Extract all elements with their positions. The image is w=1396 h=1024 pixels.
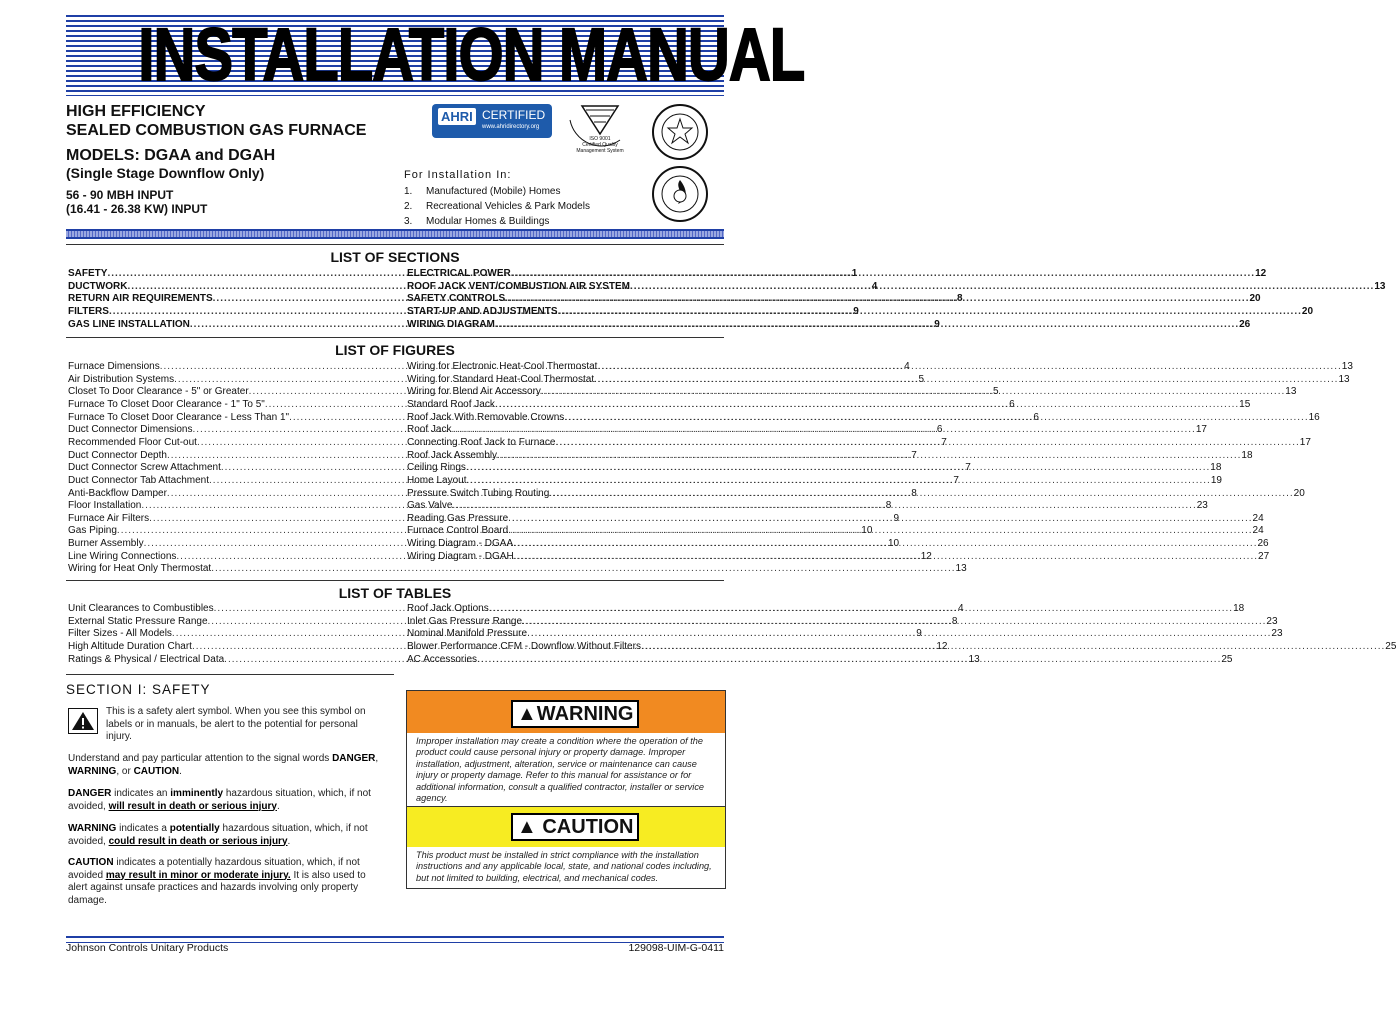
models-subtitle: (Single Stage Downflow Only) <box>66 165 265 181</box>
toc-leader-dots <box>555 437 1299 450</box>
toc-page-number: 25 <box>1221 653 1233 665</box>
footer-company: Johnson Controls Unitary Products <box>66 942 229 954</box>
install-heading: For Installation In: <box>404 169 512 181</box>
flame-seal-icon <box>654 168 706 220</box>
toc-page-number: 13 <box>968 653 980 665</box>
alert-symbol-description: This is a safety alert symbol. When you see this symbol on labels or in manuals, be alert to the potential for personal injury. <box>106 706 366 742</box>
toc-entry-label: DUCTWORK <box>68 280 128 292</box>
toc-entry-label: Recommended Floor Cut-out <box>68 436 197 448</box>
ahri-logo-text: AHRI <box>438 108 476 125</box>
toc-leader-dots <box>549 488 1293 501</box>
toc-page-number: 25 <box>1385 640 1396 652</box>
iso-text-3: Management System <box>576 148 624 154</box>
toc-page-number: 20 <box>1301 305 1314 317</box>
toc-row <box>407 512 1264 526</box>
toc-row <box>407 411 1320 425</box>
iso-text-1: ISO 9001 <box>589 136 611 142</box>
toc-leader-dots <box>558 306 1302 319</box>
toc-row <box>407 361 1353 374</box>
toc-leader-dots <box>514 551 1258 564</box>
toc-entry-label: Floor Installation <box>68 500 142 512</box>
install-item: 2. Recreational Vehicles & Park Models <box>404 201 590 212</box>
toc-page-number: 15 <box>1239 398 1251 410</box>
footer-doc-number: 129098-UIM-G-0411 <box>628 942 724 954</box>
toc-entry-label: Connecting Roof Jack to Furnace <box>407 436 556 448</box>
install-item: 1. Manufactured (Mobile) Homes <box>404 186 561 197</box>
toc-page-number: 8 <box>956 293 963 305</box>
toc-entry-label: Duct Connector Screw Attachment <box>68 462 221 474</box>
toc-entry-label: Wiring Diagram - DGAA <box>407 538 514 550</box>
toc-row <box>407 500 1208 513</box>
toc-page-number: 10 <box>861 525 873 537</box>
toc-entry-label: Roof Jack <box>407 424 452 436</box>
toc-entry-label: Wiring for Standard Heat-Cool Thermostat <box>407 373 595 385</box>
toc-entry-label: Furnace To Closet Door Clearance - Less Than 1" <box>68 411 290 423</box>
toc-page-number: 7 <box>941 436 947 448</box>
list-of-figures-title: LIST OF FIGURES <box>66 337 724 358</box>
toc-row <box>407 449 1253 463</box>
toc-entry-label: Line Wiring Connections <box>68 550 177 562</box>
toc-entry-label: Blower Performance CFM - Downflow Without Filters <box>407 640 641 652</box>
caution-text: This product must be installed in strict compliance with the installation instructions and any applicable local, state, and national codes including, but not limited to building, electrical, and mechanical codes. <box>416 850 712 883</box>
input-rating-1: 56 - 90 MBH INPUT <box>66 188 174 202</box>
toc-entry-label: Wiring for Blend Air Accessory <box>407 386 541 398</box>
toc-entry-label: Gas Piping <box>68 525 117 537</box>
toc-page-number: 13 <box>1374 280 1386 292</box>
toc-page-number: 5 <box>918 373 925 385</box>
caution-sign <box>511 813 639 841</box>
toc-entry-label: Furnace Dimensions <box>68 361 160 372</box>
toc-row <box>407 474 1222 488</box>
toc-entry-label: Closet To Door Clearance - 5" or Greater <box>68 386 249 398</box>
toc-row <box>407 398 1251 412</box>
toc-entry-label: Standard Roof Jack <box>407 398 495 410</box>
toc-page-number: 10 <box>887 538 900 550</box>
toc-page-number: 12 <box>1255 268 1267 279</box>
ahri-certified-word: CERTIFIED <box>482 108 546 122</box>
toc-page-number: 19 <box>1210 474 1222 486</box>
warning-paragraph: WARNING indicates a potentially hazardous situation, which, if not avoided, could result in death or serious injury. <box>68 823 368 847</box>
toc-entry-label: Roof Jack Assembly <box>407 449 498 461</box>
product-line-1: HIGH EFFICIENCY <box>66 103 206 120</box>
csa-certified-seal <box>652 166 708 222</box>
toc-row <box>407 436 1311 450</box>
toc-entry-label: RETURN AIR REQUIREMENTS <box>68 293 213 305</box>
toc-entry-label: Ceiling Rings <box>407 462 466 474</box>
toc-leader-dots <box>489 603 1233 616</box>
toc-row <box>407 318 1251 332</box>
toc-page-number: 26 <box>1257 538 1269 550</box>
toc-entry-label: Furnace Air Filters <box>68 512 150 524</box>
toc-page-number: 23 <box>1271 628 1283 640</box>
toc-page-number: 6 <box>936 424 943 436</box>
warning-header <box>407 691 725 733</box>
toc-page-number: 6 <box>1009 398 1015 410</box>
toc-entry-label: Duct Connector Depth <box>68 449 167 461</box>
toc-page-number: 8 <box>911 487 917 499</box>
toc-page-number: 7 <box>953 474 959 486</box>
ahri-url: www.ahridirectory.org <box>482 124 540 130</box>
toc-leader-dots <box>513 538 1257 551</box>
toc-page-number: 12 <box>936 640 948 652</box>
toc-entry-label: Gas Valve <box>407 500 453 512</box>
caution-header <box>407 807 725 847</box>
toc-row <box>407 268 1267 281</box>
toc-entry-label: Wiring Diagram - DGAH <box>407 550 514 562</box>
toc-page-number: 9 <box>893 512 900 524</box>
toc-leader-dots <box>495 319 1239 332</box>
toc-entry-label: Air Distribution Systems <box>68 373 175 385</box>
toc-leader-dots <box>508 525 1252 538</box>
toc-page-number: 18 <box>1210 462 1222 474</box>
models-title: MODELS: DGAA and DGAH <box>66 147 276 164</box>
toc-page-number: 4 <box>871 280 878 292</box>
toc-entry-label: Furnace To Closet Door Clearance - 1" To 5" <box>68 398 265 410</box>
toc-leader-dots <box>594 374 1338 387</box>
toc-entry-label: AC Accessories <box>407 653 478 665</box>
toc-row <box>407 487 1305 501</box>
warning-sign <box>511 700 639 728</box>
input-rating-2: (16.41 - 26.38 KW) INPUT <box>66 202 208 216</box>
toc-page-number: 4 <box>904 361 910 372</box>
toc-page-number: 23 <box>1266 615 1278 627</box>
caution-box <box>406 806 726 889</box>
warning-label: WARNING <box>536 703 634 725</box>
toc-entry-label: SAFETY <box>68 268 108 279</box>
install-item: 3. Modular Homes & Buildings <box>404 216 550 227</box>
toc-leader-dots <box>522 616 1266 629</box>
toc-page-number: 6 <box>1033 411 1039 423</box>
toc-entry-label: WIRING DIAGRAM <box>407 318 495 330</box>
toc-entry-label: Duct Connector Tab Attachment <box>68 474 210 486</box>
toc-page-number: 27 <box>1258 550 1270 562</box>
safety-heading: SECTION I: SAFETY <box>66 682 211 697</box>
toc-leader-dots <box>641 641 1385 654</box>
toc-page-number: 16 <box>1308 411 1320 423</box>
toc-entry-label: External Static Pressure Range <box>68 615 208 627</box>
toc-entry-label: Inlet Gas Pressure Range <box>407 615 523 627</box>
toc-leader-dots <box>497 450 1241 463</box>
toc-page-number: 13 <box>955 563 967 575</box>
toc-page-number: 1 <box>851 268 858 279</box>
toc-entry-label: Wiring for Electronic Heat-Cool Thermostat <box>407 361 598 372</box>
toc-page-number: 8 <box>885 500 892 512</box>
manual-title: INSTALLATION MANUAL <box>138 13 805 96</box>
toc-page-number: 20 <box>1293 487 1305 499</box>
toc-page-number: 9 <box>853 305 859 317</box>
toc-page-number: 17 <box>1299 436 1311 448</box>
list-of-sections-title: LIST OF SECTIONS <box>66 244 724 265</box>
caution-triangle-icon: ▲ <box>517 816 537 838</box>
toc-entry-label: High Altitude Duration Chart <box>68 640 192 652</box>
toc-page-number: 9 <box>916 628 922 640</box>
toc-page-number: 24 <box>1252 525 1264 537</box>
danger-paragraph: DANGER indicates an imminently hazardous situation, which, if not avoided, will result in death or serious injury. <box>68 788 371 812</box>
toc-entry-label: Duct Connector Dimensions <box>68 424 193 436</box>
signal-words-paragraph: Understand and pay particular attention to the signal words DANGER, WARNING, or CAUTION. <box>68 753 379 777</box>
toc-entry-label: FILTERS <box>68 305 109 317</box>
toc-row <box>407 424 1207 437</box>
toc-entry-label: Home Layout <box>407 474 467 486</box>
toc-leader-dots <box>505 293 1249 306</box>
toc-leader-dots <box>511 268 1255 281</box>
toc-page-number: 23 <box>1196 500 1208 512</box>
toc-row <box>407 280 1386 294</box>
toc-leader-dots <box>508 513 1252 526</box>
list-of-tables-title: LIST OF TABLES <box>66 580 724 601</box>
toc-row <box>407 386 1297 399</box>
toc-entry-label: Furnace Control Board <box>407 525 509 537</box>
warning-box <box>406 690 726 809</box>
toc-entry-label: SAFETY CONTROLS <box>407 293 506 305</box>
toc-entry-label: Anti-Backflow Damper <box>68 487 167 499</box>
toc-entry-label: Nominal Manifold Pressure <box>407 628 528 640</box>
caution-paragraph: CAUTION indicates a potentially hazardous situation, which, if not avoided may result in minor or moderate injury. It is also used to alert against unsafe practices and hazards involving only property damage. <box>68 857 366 906</box>
toc-entry-label: Ratings & Physical / Electrical Data <box>68 653 225 665</box>
toc-entry-label: Pressure Switch Tubing Routing <box>407 487 550 499</box>
caution-label: CAUTION <box>542 816 634 838</box>
toc-leader-dots <box>477 654 1221 667</box>
design-certified-seal <box>652 104 708 160</box>
toc-page-number: 7 <box>911 449 917 461</box>
toc-page-number: 20 <box>1249 293 1261 305</box>
toc-entry-label: GAS LINE INSTALLATION <box>68 318 190 330</box>
toc-page-number: 5 <box>993 386 999 398</box>
toc-entry-label: Burner Assembly <box>68 538 144 550</box>
toc-entry-label: START-UP AND ADJUSTMENTS <box>407 305 558 317</box>
toc-page-number: 26 <box>1239 318 1251 330</box>
toc-row <box>407 615 1278 629</box>
toc-leader-dots <box>451 424 1195 437</box>
seal-star-icon <box>654 106 706 158</box>
install-list <box>404 184 634 229</box>
warning-text: Improper installation may create a condition where the operation of the product could cause personal injury or property damage. Improper installation, adjustment, alteration, service or maintenance can cause injury or property damage. Refer to this manual for assistance or for additional information, consult a qualified contractor, installer or service agency. <box>416 736 705 804</box>
toc-leader-dots <box>495 399 1239 412</box>
toc-entry-label: Unit Clearances to Combustibles <box>68 603 214 614</box>
safety-alert-box <box>68 708 98 734</box>
toc-row <box>407 628 1283 641</box>
toc-entry-label: Wiring for Heat Only Thermostat <box>68 563 212 575</box>
toc-page-number: 13 <box>1341 361 1353 372</box>
toc-page-number: 13 <box>1285 386 1297 398</box>
ahri-certified-logo <box>432 104 552 138</box>
safety-alert-icon <box>69 709 97 733</box>
toc-leader-dots <box>597 361 1341 374</box>
toc-leader-dots <box>527 628 1271 641</box>
toc-page-number: 8 <box>951 615 958 627</box>
iso-text-2: Certified Quality <box>582 142 618 148</box>
toc-page-number: 24 <box>1252 512 1264 524</box>
toc-leader-dots <box>466 475 1210 488</box>
toc-entry-label: Roof Jack Options <box>407 603 489 614</box>
decorative-blue-bar <box>66 229 724 239</box>
toc-page-number: 13 <box>1338 373 1350 385</box>
toc-leader-dots <box>630 281 1374 294</box>
toc-leader-dots <box>452 500 1196 513</box>
toc-entry-label: Roof Jack With Removable Crowns <box>407 411 565 423</box>
toc-row <box>407 462 1222 475</box>
toc-entry-label: Filter Sizes - All Models <box>68 628 172 640</box>
toc-page-number: 7 <box>965 462 971 474</box>
toc-row <box>68 563 967 576</box>
toc-row <box>407 603 1245 616</box>
toc-row <box>407 373 1350 387</box>
toc-leader-dots <box>564 412 1308 425</box>
toc-leader-dots <box>541 386 1285 399</box>
toc-entry-label: ELECTRICAL POWER <box>407 268 511 279</box>
toc-entry-label: ROOF JACK VENT/COMBUSTION AIR SYSTEM <box>407 280 630 292</box>
toc-page-number: 18 <box>1233 603 1245 614</box>
toc-row <box>407 305 1314 319</box>
toc-row <box>407 293 1261 306</box>
warning-triangle-icon: ▲ <box>517 703 537 725</box>
toc-entry-label: Reading Gas Pressure <box>407 512 509 524</box>
toc-leader-dots <box>466 462 1210 475</box>
toc-page-number: 17 <box>1195 424 1207 436</box>
toc-page-number: 4 <box>957 603 964 614</box>
product-line-2: SEALED COMBUSTION GAS FURNACE <box>66 122 367 139</box>
toc-leader-dots <box>211 563 955 576</box>
iso-registration-logo <box>560 100 640 172</box>
title-banner <box>66 12 805 96</box>
toc-page-number: 9 <box>934 318 940 330</box>
toc-page-number: 12 <box>920 550 932 562</box>
toc-page-number: 18 <box>1241 449 1253 461</box>
